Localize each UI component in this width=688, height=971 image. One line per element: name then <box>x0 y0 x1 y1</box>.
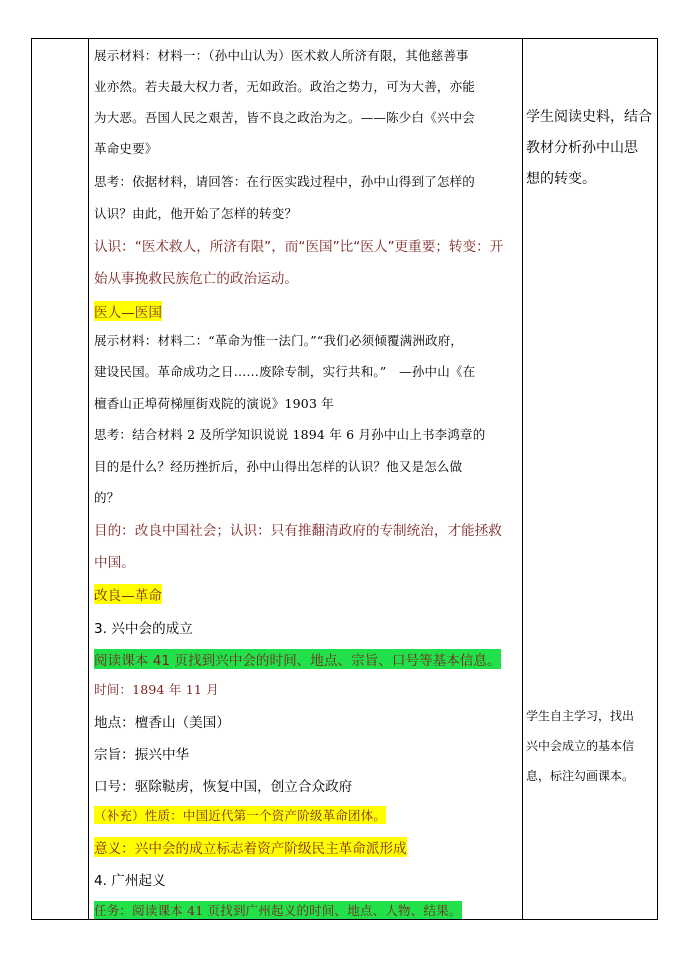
content-line: 任务：阅读课本 41 页找到广州起义的时间、地点、人物、结果。 <box>94 903 462 918</box>
content-line: 时间：1894 年 11 月 <box>94 682 219 697</box>
content-line: 革命史要》 <box>94 141 158 156</box>
content-line: 目的：改良中国社会；认识：只有推翻清政府的专制统治，才能拯救 <box>94 523 502 539</box>
content-line: 4. 广州起义 <box>94 873 166 889</box>
content-line: 为大恶。吾国人民之艰苦，皆不良之政治为之。——陈少白《兴中会 <box>94 110 476 125</box>
activity-line: 息，标注勾画课本。 <box>526 769 635 783</box>
column-divider-2 <box>522 39 523 919</box>
content-line: 地点：檀香山（美国） <box>94 715 230 731</box>
student-activity-1 <box>526 102 652 195</box>
column-divider-1 <box>88 39 89 919</box>
content-line: 意义：兴中会的成立标志着资产阶级民主革命派形成 <box>94 837 407 857</box>
content-line: 展示材料：材料二：“革命为惟一法门。”“我们必须倾覆满洲政府， <box>94 333 464 348</box>
content-line: 目的是什么？经历挫折后，孙中山得出怎样的认识？他又是怎么做 <box>94 459 463 474</box>
content-line: 檀香山正埠荷梯厘街戏院的演说》1903 年 <box>94 396 334 411</box>
content-line: 的？ <box>94 490 120 505</box>
activity-line: 学生自主学习，找出 <box>526 709 635 723</box>
content-line: 3. 兴中会的成立 <box>94 621 193 637</box>
content-line: 认识：“医术救人，所济有限”，而“医国”比“医人”更重要；转变：开 <box>94 239 504 255</box>
content-line: 中国。 <box>94 555 135 571</box>
content-line: 始从事挽救民族危亡的政治运动。 <box>94 271 298 287</box>
activity-line: 想的转变。 <box>526 171 596 187</box>
content-line: 认识？由此，他开始了怎样的转变？ <box>94 206 298 221</box>
lesson-table <box>31 38 658 920</box>
content-line: 口号：驱除鞑虏，恢复中国，创立合众政府 <box>94 779 353 795</box>
content-line: 建设民国。革命成功之日……废除专制，实行共和。” —孙中山《在 <box>94 364 476 379</box>
content-line: 思考：依据材料，请回答：在行医实践过程中，孙中山得到了怎样的 <box>94 174 476 189</box>
content-line: 展示材料：材料一：（孙中山认为）医术救人所济有限，其他慈善事 <box>94 48 469 63</box>
student-activity-2 <box>526 701 634 791</box>
activity-line: 教材分析孙中山思 <box>526 140 638 156</box>
activity-line: 兴中会成立的基本信 <box>526 739 635 753</box>
content-line: 业亦然。若夫最大权力者，无如政治。政治之势力，可为大善，亦能 <box>94 79 476 94</box>
activity-line: 学生阅读史料，结合 <box>526 109 652 125</box>
content-line: 改良—革命 <box>94 584 162 604</box>
content-line: 阅读课本 41 页找到兴中会的时间、地点、宗旨、口号等基本信息。 <box>94 649 501 669</box>
content-line: （补充）性质：中国近代第一个资产阶级革命团体。 <box>94 808 387 823</box>
content-line: 宗旨：振兴中华 <box>94 747 190 763</box>
content-line: 医人—医国 <box>94 301 162 321</box>
content-line: 思考：结合材料 2 及所学知识说说 1894 年 6 月孙中山上书李鸿章的 <box>94 427 486 442</box>
